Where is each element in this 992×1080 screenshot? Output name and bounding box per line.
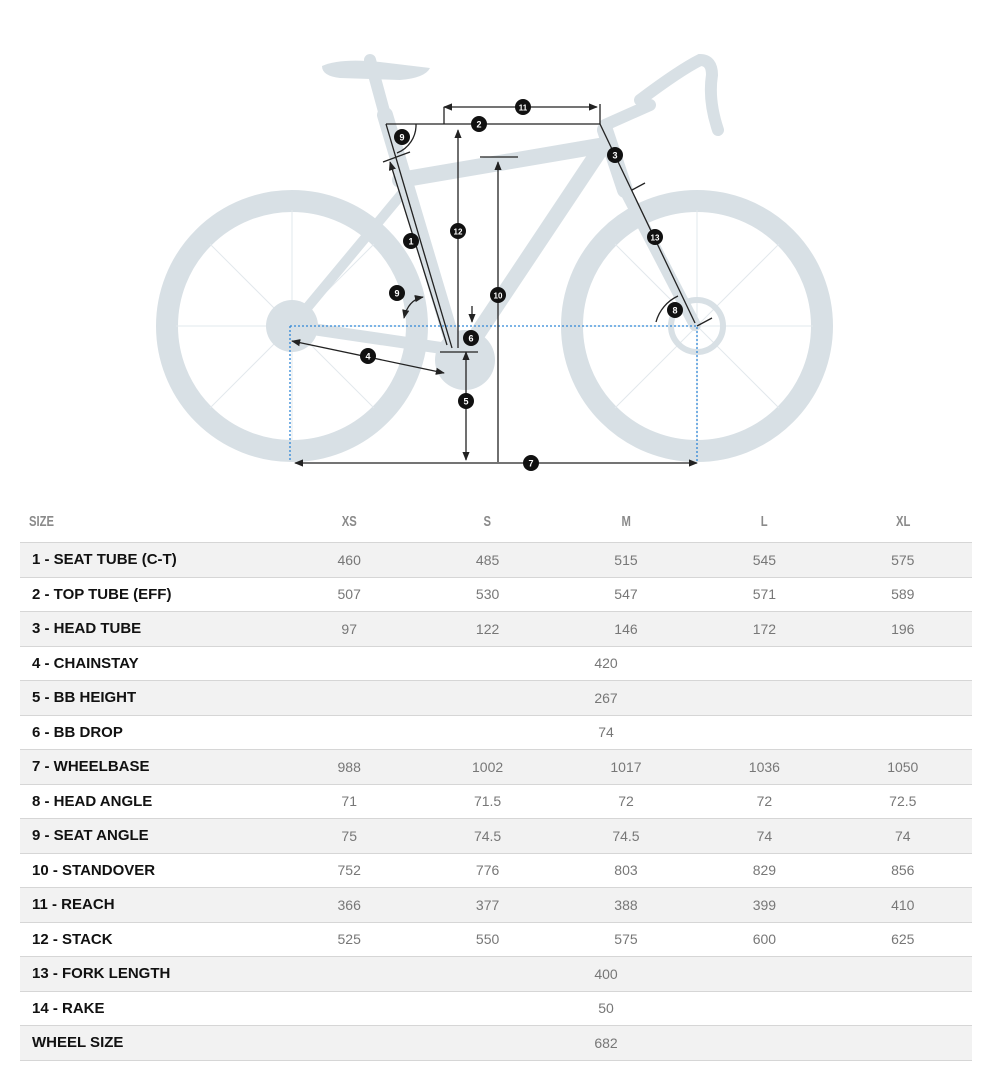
row-label: 9 - SEAT ANGLE [20,819,280,854]
header-s: S [483,512,492,530]
cell-value: 571 [695,577,833,612]
header-l: L [760,512,768,530]
table-row [20,991,972,1026]
callout-8 [667,302,683,318]
cell-value: 122 [418,612,556,647]
cell-value-all-sizes: 50 [280,991,972,1026]
saddle [322,61,430,80]
table-header-row [20,500,972,543]
stem [605,105,650,125]
cell-value: 72.5 [834,784,972,819]
cell-value-all-sizes: 420 [280,646,972,681]
svg-text:11: 11 [518,103,528,113]
cell-value: 776 [418,853,556,888]
bike-silhouette [167,60,822,451]
callout-9-bottom [389,285,405,301]
cell-value: 545 [695,543,833,578]
handlebar [640,60,718,130]
cell-value: 600 [695,922,833,957]
row-label: 13 - FORK LENGTH [20,957,280,992]
cell-value-all-sizes: 400 [280,957,972,992]
table-row [20,784,972,819]
cell-value: 74.5 [418,819,556,854]
row-label: WHEEL SIZE [20,1026,280,1061]
table-row [20,888,972,923]
row-label: 1 - SEAT TUBE (C-T) [20,543,280,578]
row-label: 2 - TOP TUBE (EFF) [20,577,280,612]
cell-value-all-sizes: 74 [280,715,972,750]
cell-value: 485 [418,543,556,578]
cell-value: 75 [280,819,418,854]
cell-value: 550 [418,922,556,957]
cell-value: 410 [834,888,972,923]
callout-1 [403,233,419,249]
svg-text:9: 9 [394,288,400,299]
cell-value: 1017 [557,750,695,785]
cell-value: 460 [280,543,418,578]
cell-value: 575 [834,543,972,578]
cell-value: 97 [280,612,418,647]
cell-value: 196 [834,612,972,647]
cell-value: 575 [557,922,695,957]
callout-2 [471,116,487,132]
cell-value: 507 [280,577,418,612]
cell-value: 525 [280,922,418,957]
cell-value: 547 [557,577,695,612]
table-row [20,1026,972,1061]
cell-value: 172 [695,612,833,647]
cell-value: 388 [557,888,695,923]
callout-7 [523,455,539,471]
table-row [20,922,972,957]
cell-value: 71.5 [418,784,556,819]
cell-value-all-sizes: 682 [280,1026,972,1061]
row-label: 7 - WHEELBASE [20,750,280,785]
row-label: 11 - REACH [20,888,280,923]
svg-text:3: 3 [612,150,618,161]
header-xs: XS [341,512,357,530]
cell-value: 377 [418,888,556,923]
svg-text:10: 10 [493,291,503,301]
cell-value: 74.5 [557,819,695,854]
row-label: 6 - BB DROP [20,715,280,750]
cell-value: 366 [280,888,418,923]
cell-value: 829 [695,853,833,888]
cell-value: 1002 [418,750,556,785]
callout-9-top [394,129,410,145]
svg-text:5: 5 [463,396,469,407]
cell-value: 589 [834,577,972,612]
table-row [20,577,972,612]
svg-text:12: 12 [453,227,463,237]
svg-text:13: 13 [650,233,660,243]
svg-text:4: 4 [365,351,371,362]
callout-5 [458,393,474,409]
callout-13 [647,229,663,245]
svg-text:9: 9 [399,132,405,143]
cell-value: 72 [695,784,833,819]
callout-3 [607,147,623,163]
callout-4 [360,348,376,364]
cell-value: 803 [557,853,695,888]
svg-text:1: 1 [408,236,414,247]
row-label: 12 - STACK [20,922,280,957]
cell-value: 530 [418,577,556,612]
cell-value: 625 [834,922,972,957]
callout-12 [450,223,466,239]
header-xl: XL [895,512,910,530]
table-row [20,750,972,785]
cell-value: 74 [834,819,972,854]
cell-value: 1036 [695,750,833,785]
cell-value: 146 [557,612,695,647]
header-size: SIZE [29,512,55,530]
callout-6 [463,330,479,346]
svg-text:7: 7 [528,458,534,469]
cell-value: 752 [280,853,418,888]
table-row [20,715,972,750]
table-row [20,957,972,992]
table-row [20,612,972,647]
cell-value: 988 [280,750,418,785]
geometry-table [20,500,972,1061]
row-label: 3 - HEAD TUBE [20,612,280,647]
cell-value: 515 [557,543,695,578]
callout-10 [490,287,506,303]
cell-value: 74 [695,819,833,854]
table-body [20,543,972,1061]
table-row [20,543,972,578]
table-row [20,681,972,716]
row-label: 14 - RAKE [20,991,280,1026]
cell-value: 1050 [834,750,972,785]
table-row [20,853,972,888]
table-row [20,819,972,854]
cell-value: 72 [557,784,695,819]
row-label: 5 - BB HEIGHT [20,681,280,716]
cell-value: 399 [695,888,833,923]
cell-value-all-sizes: 267 [280,681,972,716]
row-label: 10 - STANDOVER [20,853,280,888]
cell-value: 856 [834,853,972,888]
svg-text:6: 6 [468,333,474,344]
callout-11 [515,99,531,115]
table-row [20,646,972,681]
row-label: 4 - CHAINSTAY [20,646,280,681]
svg-text:8: 8 [672,305,678,316]
cell-value: 71 [280,784,418,819]
row-label: 8 - HEAD ANGLE [20,784,280,819]
bike-geometry-diagram [0,0,992,500]
svg-text:2: 2 [476,119,482,130]
header-m: M [621,512,631,530]
